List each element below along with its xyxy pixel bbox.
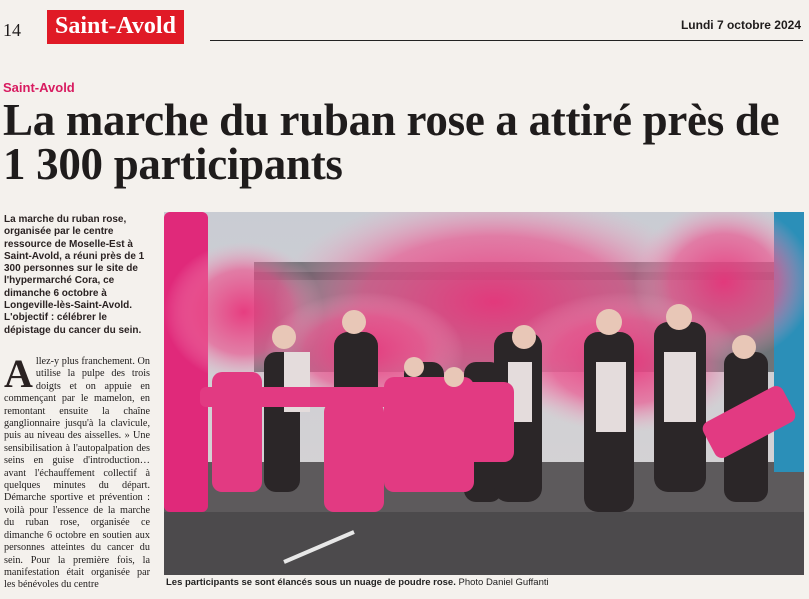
header-rule [210, 40, 803, 41]
article-body-text: llez-y plus franchement. On utilise la pulpe des trois doigts et on appuie en commençant par le mamelon, en remontant ensuite la chaîne ganglionnaire jusqu'à la clavicule, puis au niveau des aisselles. » Une sensibilisation à l'autopalpation des seins en guise d'introduction… avant l'échauffement collectif à quelques minutes du départ. Démarche sportive et prévention : voilà pour l'essence de la marche du ruban rose, organisée ce dimanche 6 octobre en soutien aux personnes atteintes du cancer du sein. Pour la première fois, la manifestation était organisée par les bénévoles du centre [4, 356, 150, 591]
issue-date: Lundi 7 octobre 2024 [680, 18, 801, 32]
article-headline: La marche du ruban rose a attiré près de 1 300 participants [3, 95, 780, 189]
drop-cap: A [4, 351, 33, 396]
photo-credit: Photo Daniel Guffanti [458, 577, 549, 588]
article-kicker: Saint-Avold [3, 80, 75, 95]
article-lead: La marche du ruban rose, organisée par le centre ressource de Moselle-Est à Saint-Avold, a réuni près de 1 300 personnes sur le site de l'hypermarché Cora, ce dimanche 6 octobre à Longeville-lès-Saint-Avold. L'objectif : célébrer le dépistage du cancer du sein. [4, 214, 145, 336]
article-body [4, 351, 150, 592]
caption-text: Les participants se sont élancés sous un nuage de poudre rose. [166, 577, 456, 588]
photo-caption [166, 577, 549, 588]
photo-illustration [164, 212, 804, 575]
article-photo [164, 212, 804, 575]
section-logo: Saint-Avold [47, 10, 184, 44]
page-number: 14 [3, 20, 21, 40]
